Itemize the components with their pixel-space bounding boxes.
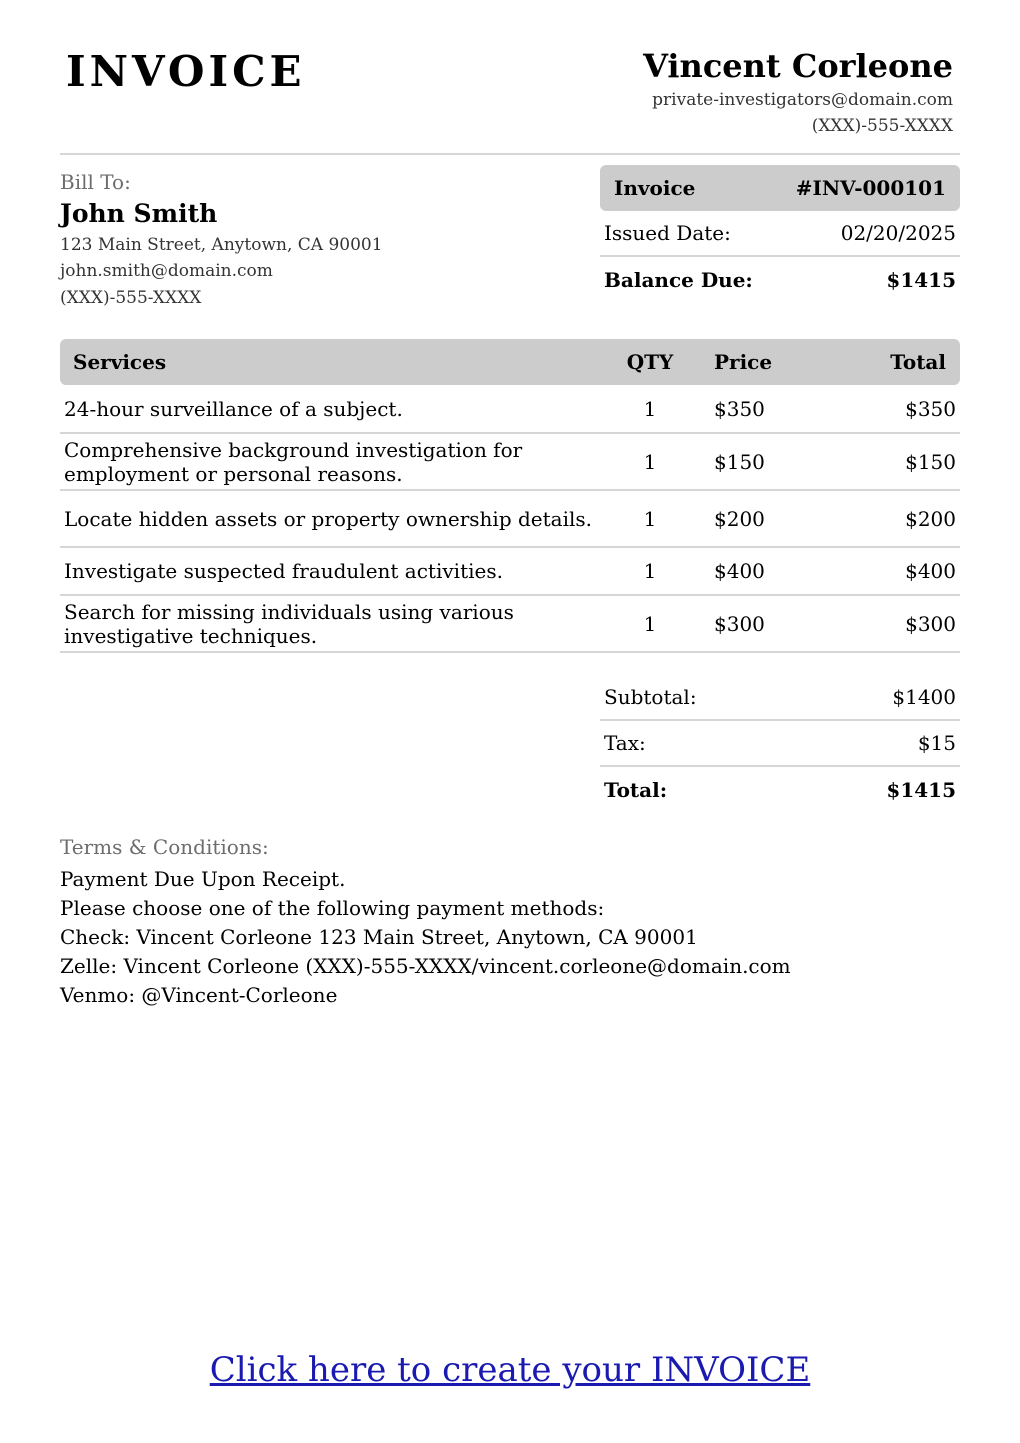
create-invoice-link[interactable]: Click here to create your INVOICE [209,1350,811,1390]
service-qty: 1 [600,433,700,490]
table-row [60,385,960,433]
table-header-row [60,339,960,385]
invoice-number: #INV-000101 [795,176,946,200]
invoice-meta [600,165,960,303]
service-total: $150 [800,433,960,490]
issued-date-label: Issued Date: [604,221,731,245]
client-address: 123 Main Street, Anytown, CA 90001 [60,235,383,255]
subtotal-row [600,675,960,721]
invoice-label: Invoice [614,176,696,200]
subtotal-value: $1400 [892,685,956,709]
invoice-number-header [600,165,960,211]
qty-header: QTY [600,339,700,385]
service-price: $300 [700,595,800,652]
subtotal-label: Subtotal: [604,685,697,709]
company-email: private-investigators@domain.com [652,90,953,110]
bill-to-label: Bill To: [60,170,131,194]
service-price: $400 [700,547,800,595]
terms-label: Terms & Conditions: [60,835,269,859]
service-price: $150 [700,433,800,490]
issued-date-value: 02/20/2025 [840,221,956,245]
services-table [60,339,960,653]
terms-line: Payment Due Upon Receipt. [60,867,346,891]
price-header: Price [700,339,800,385]
service-qty: 1 [600,595,700,652]
service-description: Locate hidden assets or property ownership details. [60,490,600,547]
issued-date-row [600,211,960,257]
service-description: 24-hour surveillance of a subject. [60,385,600,433]
terms-line: Venmo: @Vincent-Corleone [60,983,338,1007]
client-name: John Smith [60,199,218,228]
tax-label: Tax: [604,731,646,755]
terms-line: Zelle: Vincent Corleone (XXX)-555-XXXX/vincent.corleone@domain.com [60,954,791,978]
terms-body [60,865,791,1010]
header-divider [60,153,960,155]
totals-box [600,675,960,813]
balance-due-value: $1415 [886,268,956,292]
service-description: Comprehensive background investigation for employment or personal reasons. [60,433,600,490]
service-qty: 1 [600,490,700,547]
invoice-title: INVOICE [66,47,306,96]
service-total: $200 [800,490,960,547]
client-phone: (XXX)-555-XXXX [60,288,202,308]
table-row [60,547,960,595]
company-phone: (XXX)-555-XXXX [811,116,953,136]
service-description: Investigate suspected fraudulent activities. [60,547,600,595]
service-price: $200 [700,490,800,547]
services-header: Services [60,339,600,385]
balance-due-row [600,257,960,303]
balance-due-label: Balance Due: [604,268,753,292]
service-price: $350 [700,385,800,433]
grand-total-row [600,767,960,813]
service-total: $350 [800,385,960,433]
service-total: $300 [800,595,960,652]
company-name: Vincent Corleone [643,47,953,85]
service-total: $400 [800,547,960,595]
table-row [60,433,960,490]
service-qty: 1 [600,547,700,595]
table-row [60,490,960,547]
total-header: Total [800,339,960,385]
terms-line: Please choose one of the following payment methods: [60,896,605,920]
service-description: Search for missing individuals using various investigative techniques. [60,595,600,652]
service-qty: 1 [600,385,700,433]
table-row [60,595,960,652]
tax-row [600,721,960,767]
grand-total-value: $1415 [886,778,956,802]
terms-line: Check: Vincent Corleone 123 Main Street, Anytown, CA 90001 [60,925,698,949]
tax-value: $15 [917,731,956,755]
client-email: john.smith@domain.com [60,261,273,281]
grand-total-label: Total: [604,778,668,802]
